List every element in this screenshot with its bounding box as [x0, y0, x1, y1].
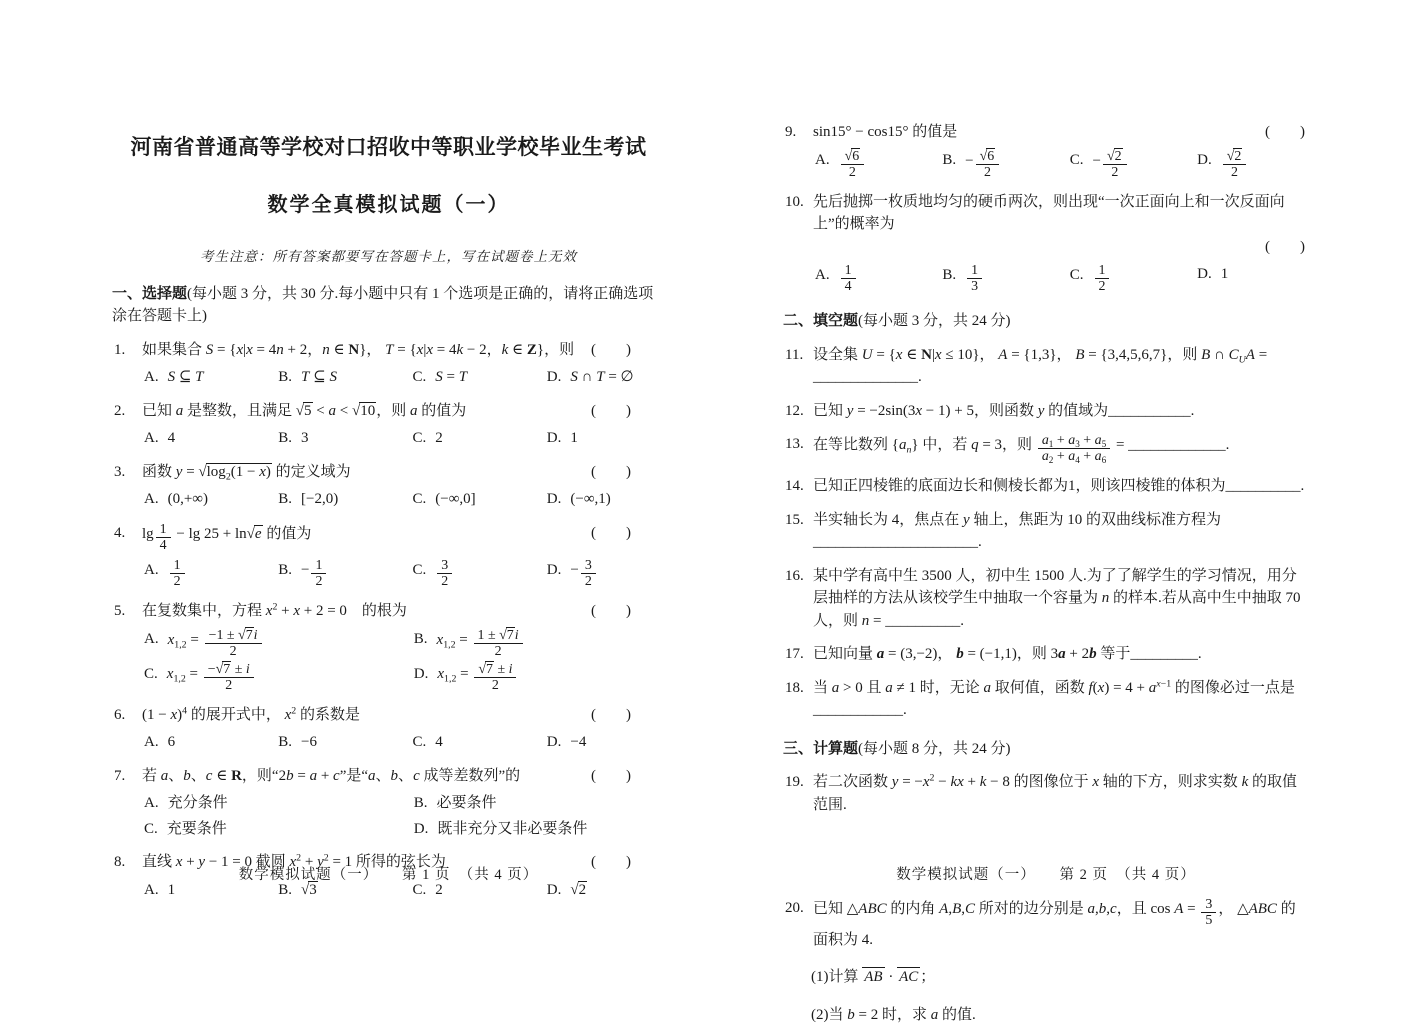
- question-number: 18.: [785, 677, 804, 700]
- option-b: B. 3: [278, 427, 406, 450]
- question-6: [112, 704, 665, 754]
- question-number: 5.: [114, 600, 125, 623]
- option-label: C.: [413, 559, 427, 582]
- option-label: A.: [815, 149, 830, 172]
- option-c: C. 2: [413, 427, 541, 450]
- question-number: 1.: [114, 339, 125, 362]
- question-5: [112, 600, 665, 693]
- option-label: C.: [413, 488, 427, 511]
- option-a: A. $x_{1,2}$ = $\frac{-1 \pm √7i}{2}$: [144, 628, 408, 659]
- option-c: C. $x_{1,2}$ = $\frac{-√7 \pm i}{2}$: [144, 662, 408, 693]
- question-11: [783, 344, 1309, 389]
- option-label: C.: [413, 427, 427, 450]
- question-stem: 若 a、b、c ∈ R，则“2b = a + c”是“a、b、c 成等差数列”的: [142, 768, 520, 784]
- question-stem: $(1 - x)^4$ 的展开式中， $x^2$ 的系数是: [142, 707, 360, 723]
- question-17: [783, 643, 1309, 666]
- option-d: D. (−∞,1): [547, 488, 665, 511]
- option-a: A. 充分条件: [144, 792, 408, 815]
- question-number: 10.: [785, 191, 804, 214]
- options-row: [813, 263, 1309, 294]
- question-stem: 如果集合 S = {x|x = 4n + 2，n ∈ N}， T = {x|x = 4k − 2，k ∈ Z}，则: [142, 342, 574, 358]
- option-label: A.: [815, 264, 830, 287]
- question-number: 2.: [114, 400, 125, 423]
- option-label: C.: [144, 663, 158, 686]
- option-label: B.: [942, 149, 956, 172]
- question-subpart: (2)当 b = 2 时，求 a 的值.: [783, 1004, 1309, 1026]
- answer-paren: ( ): [591, 851, 631, 874]
- option-label: D.: [547, 559, 562, 582]
- option-c: C. $\frac{3}{2}$: [413, 558, 541, 589]
- option-a: A. (0,+∞): [144, 488, 272, 511]
- option-label: B.: [414, 628, 428, 651]
- page-2-body: [783, 121, 1309, 1026]
- option-label: B.: [942, 264, 956, 287]
- page-2-footer: 数学模拟试题（一） 第 2 页 （共 4 页）: [783, 865, 1309, 887]
- question-number: 19.: [785, 771, 804, 794]
- question-number: 12.: [785, 400, 804, 423]
- option-label: C.: [413, 879, 427, 902]
- option-label: A.: [144, 628, 159, 651]
- options-row: [142, 558, 665, 589]
- question-stem: 某中学有高中生 3500 人，初中生 1500 人.为了了解学生的学习情况，用分层抽样的方法从该校学生中抽取一个容量为 n 的样本.若从高中生中抽取 70 人，则 n = __________.: [813, 568, 1301, 629]
- option-c: C. (−∞,0]: [413, 488, 541, 511]
- option-label: D.: [547, 879, 562, 902]
- options-row: [813, 149, 1309, 180]
- option-label: B.: [278, 731, 292, 754]
- question-number: 17.: [785, 643, 804, 666]
- page-1-footer: 数学模拟试题（一） 第 1 页 （共 4 页）: [112, 865, 665, 887]
- question-2: [112, 400, 665, 450]
- question-3: [112, 461, 665, 511]
- option-a: A. $\frac{1}{2}$: [144, 558, 272, 589]
- section-title: 二、填空题: [783, 312, 858, 329]
- option-c: C. 2: [413, 879, 541, 902]
- option-a: A. 1: [144, 879, 272, 902]
- option-a: A. $\frac{1}{4}$: [815, 263, 936, 294]
- answer-paren: ( ): [1265, 121, 1305, 144]
- question-stem: 若二次函数 $y = -x^2$ − kx + k − 8 的图像位于 x 轴的下方，则求实数 k 的取值范围.: [813, 774, 1297, 813]
- option-b: B. $x_{1,2}$ = $\frac{1 \pm √7i}{2}$: [414, 628, 665, 659]
- question-stem: 已知 a 是整数，且满足 √5 < a < √10，则 a 的值为: [142, 402, 466, 419]
- question-18: [783, 677, 1309, 722]
- option-b: B. − $\frac{√6}{2}$: [942, 149, 1063, 180]
- options-row: [142, 628, 665, 693]
- question-number: 6.: [114, 704, 125, 727]
- option-label: B.: [278, 366, 292, 389]
- option-label: D.: [547, 427, 562, 450]
- question-stem: 当 a > 0 且 a ≠ 1 时，无论 a 取何值，函数 $f(x) = 4 + a^{x-1}$ 的图像必过一点是____________.: [813, 680, 1295, 719]
- answer-paren: ( ): [591, 600, 631, 623]
- question-number: 16.: [785, 565, 804, 588]
- option-b: B. −6: [278, 731, 406, 754]
- option-label: D.: [1197, 149, 1212, 172]
- option-a: A. 6: [144, 731, 272, 754]
- option-label: A.: [144, 488, 159, 511]
- question-9: [783, 121, 1309, 180]
- option-d: D. −4: [547, 731, 665, 754]
- answer-paren: ( ): [591, 765, 631, 788]
- option-label: B.: [278, 879, 292, 902]
- question-number: 7.: [114, 765, 125, 788]
- option-b: B. [−2,0): [278, 488, 406, 511]
- question-stem: 半实轴长为 4，焦点在 y 轴上，焦距为 10 的双曲线标准方程为______________________.: [813, 512, 1221, 551]
- section-heading: [112, 283, 665, 328]
- option-d: D. 1: [1197, 263, 1309, 294]
- section-title: 一、选择题: [112, 285, 187, 302]
- question-number: 8.: [114, 851, 125, 874]
- option-label: A.: [144, 427, 159, 450]
- option-label: A.: [144, 731, 159, 754]
- option-c: C. $\frac{1}{2}$: [1070, 263, 1191, 294]
- option-label: D.: [547, 488, 562, 511]
- option-label: D.: [414, 818, 429, 841]
- section-heading: [783, 738, 1309, 761]
- question-number: 11.: [785, 344, 803, 367]
- question-stem: lg $\frac{1}{4}$ − lg 25 + ln√e 的值为: [142, 526, 311, 542]
- question-13: [783, 433, 1309, 464]
- option-label: D.: [1197, 263, 1212, 286]
- option-b: B. $\frac{1}{3}$: [942, 263, 1063, 294]
- page-1: [112, 132, 665, 901]
- option-c: C. 4: [413, 731, 541, 754]
- option-a: A. $\frac{√6}{2}$: [815, 149, 936, 180]
- question-number: 3.: [114, 461, 125, 484]
- candidate-notice: 考生注意：所有答案都要写在答题卡上，写在试题卷上无效: [112, 247, 665, 267]
- question-number: 14.: [785, 475, 804, 498]
- answer-paren: ( ): [591, 461, 631, 484]
- option-b: B. √3: [278, 879, 406, 902]
- option-d: D. 既非充分又非必要条件: [414, 818, 665, 841]
- question-10: [783, 191, 1309, 295]
- question-stem: 先后抛掷一枚质地均匀的硬币两次，则出现“一次正面向上和一次反面向上”的概率为: [813, 194, 1285, 233]
- option-label: B.: [278, 427, 292, 450]
- option-b: B. − $\frac{1}{2}$: [278, 558, 406, 589]
- question-stem: sin15° − cos15° 的值是: [813, 124, 957, 140]
- section-note: (每小题 3 分，共 24 分): [858, 313, 1011, 329]
- question-1: [112, 339, 665, 389]
- question-number: 13.: [785, 433, 804, 456]
- options-row: [142, 427, 665, 450]
- question-19: [783, 771, 1309, 816]
- question-stem: 设全集 U = {x ∈ N|x ≤ 10}， A = {1,3}， B = {3,4,5,6,7}，则 B ∩ $C_UA$ = ______________.: [813, 347, 1267, 386]
- question-14: [783, 475, 1309, 498]
- question-20: [783, 897, 1309, 951]
- option-b: B. 必要条件: [414, 792, 665, 815]
- option-d: D. $x_{1,2}$ = $\frac{√7 \pm i}{2}$: [414, 662, 665, 693]
- question-stem: 已知 y = −2sin(3x − 1) + 5，则函数 y 的值域为___________.: [813, 403, 1194, 419]
- question-stem: 在等比数列 $\{a_n\}$ 中，若 q = 3，则 $\frac{a_1 + a_3 + a_5}{a_2 + a_4 + a_6}$ = _____________.: [813, 437, 1229, 453]
- option-label: A.: [144, 879, 159, 902]
- option-label: A.: [144, 559, 159, 582]
- question-stem: 已知 △ABC 的内角 A,B,C 所对的边分别是 a,b,c，且 cos A = $\frac{3}{5}$ ， △ABC 的面积为 4.: [813, 901, 1296, 947]
- option-label: C.: [413, 366, 427, 389]
- option-label: B.: [278, 488, 292, 511]
- option-d: D. 1: [547, 427, 665, 450]
- option-label: B.: [278, 559, 292, 582]
- question-number: 20.: [785, 897, 804, 920]
- section-title: 三、计算题: [783, 740, 858, 757]
- answer-paren: ( ): [591, 704, 631, 727]
- section-heading: [783, 310, 1309, 333]
- option-d: D. $\frac{√2}{2}$: [1197, 149, 1309, 180]
- option-label: C.: [1070, 264, 1084, 287]
- question-stem: 已知向量 a = (3,−2)， b = (−1,1)，则 3a + 2b 等于_________.: [813, 646, 1202, 662]
- option-label: B.: [414, 792, 428, 815]
- option-label: A.: [144, 366, 159, 389]
- option-label: D.: [414, 663, 429, 686]
- answer-paren: ( ): [813, 236, 1309, 259]
- option-d: D. √2: [547, 879, 665, 902]
- option-label: D.: [547, 731, 562, 754]
- question-15: [783, 509, 1309, 554]
- question-number: 9.: [785, 121, 796, 144]
- question-number: 4.: [114, 522, 125, 545]
- question-4: [112, 522, 665, 589]
- question-stem: 已知正四棱锥的底面边长和侧棱长都为1，则该四棱锥的体积为__________.: [813, 478, 1304, 494]
- section-note: (每小题 8 分，共 24 分): [858, 741, 1011, 757]
- question-stem: 直线 x + y − 1 = 0 截圆 $x^2 + y^2 = 1$ 所得的弦长为: [142, 854, 446, 870]
- question-subpart: (1)计算 AB · AC ；: [783, 966, 1309, 989]
- options-row: [142, 731, 665, 754]
- option-label: C.: [144, 818, 158, 841]
- answer-paren: ( ): [591, 522, 631, 545]
- option-d: D. − $\frac{3}{2}$: [547, 558, 665, 589]
- option-c: C. − $\frac{√2}{2}$: [1070, 149, 1191, 180]
- options-row: [142, 792, 665, 840]
- option-label: C.: [413, 731, 427, 754]
- question-number: 15.: [785, 509, 804, 532]
- options-row: [142, 366, 665, 389]
- exam-subtitle: 数学全真模拟试题（一）: [112, 190, 665, 220]
- question-stem: 函数 $y = √\log_2(1 - x)$ 的定义域为: [142, 463, 351, 480]
- option-label: D.: [547, 366, 562, 389]
- question-16: [783, 565, 1309, 633]
- option-label: C.: [1070, 149, 1084, 172]
- option-c: C. 充要条件: [144, 818, 408, 841]
- question-7: [112, 765, 665, 841]
- option-a: A. S ⊆ T: [144, 366, 272, 389]
- option-label: A.: [144, 792, 159, 815]
- options-row: [142, 488, 665, 511]
- exam-title: 河南省普通高等学校对口招收中等职业学校毕业生考试: [112, 132, 665, 164]
- question-stem: 在复数集中，方程 $x^2 + x + 2 = 0$ 的根为: [142, 603, 407, 619]
- option-b: B. T ⊆ S: [278, 366, 406, 389]
- page-2: [783, 110, 1309, 1026]
- option-a: A. 4: [144, 427, 272, 450]
- page-1-body: [112, 283, 665, 902]
- section-note: (每小题 3 分，共 30 分.每小题中只有 1 个选项是正确的，请将正确选项涂在答题卡上): [112, 286, 653, 325]
- answer-paren: ( ): [591, 339, 631, 362]
- option-d: D. S ∩ T = ∅: [547, 366, 665, 389]
- option-c: C. S = T: [413, 366, 541, 389]
- question-12: [783, 400, 1309, 423]
- answer-paren: ( ): [591, 400, 631, 423]
